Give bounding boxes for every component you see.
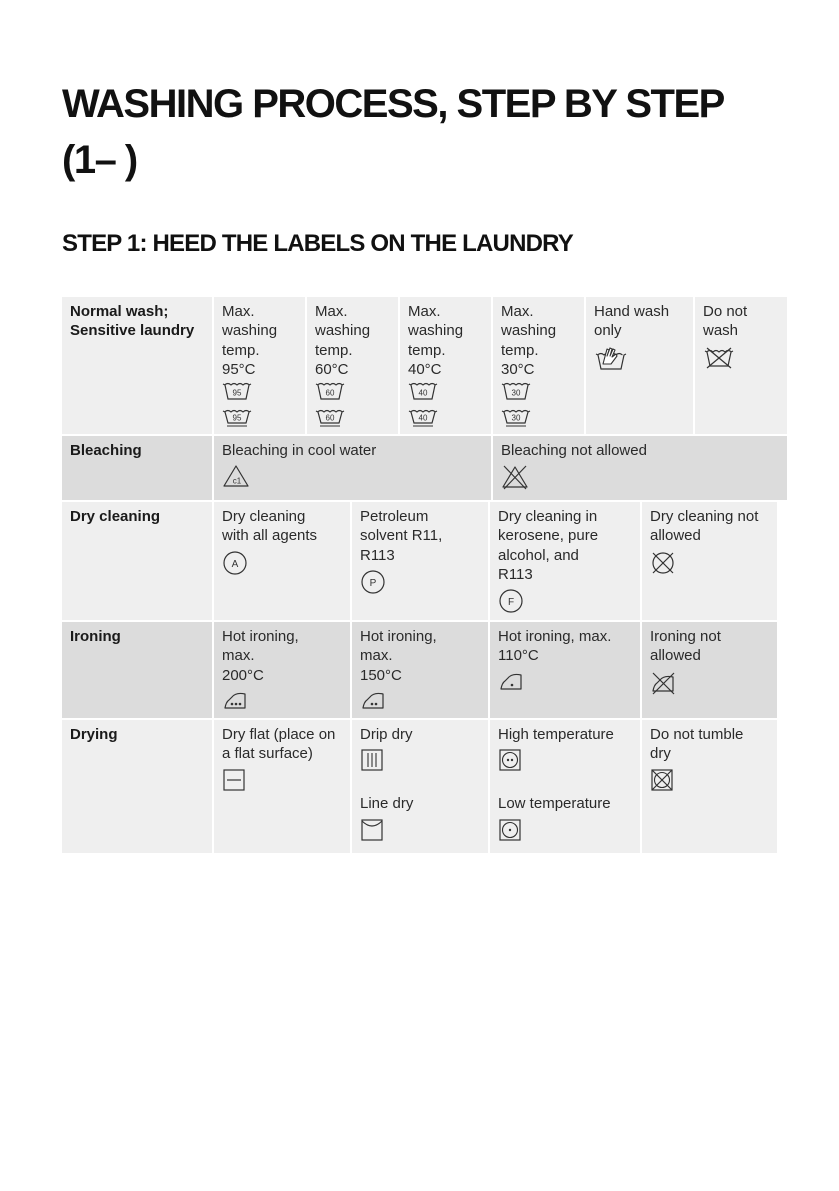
cell-text: alcohol, and [498,546,579,564]
row-label-dry-cleaning: Dry cleaning [62,502,212,620]
cell-text: temp. [315,341,353,359]
gentle-wash-tub-icon [501,408,576,433]
cell-text: washing [501,322,557,340]
ironing-row [214,622,787,718]
iron-one-dot-icon [498,670,632,692]
cell-text: temp. [408,341,446,359]
cell-dry-flat [214,720,350,853]
do-not-tumble-dry-icon [650,768,769,792]
row-label-washing [62,297,212,434]
cell-text: allowed [650,647,701,665]
iron-three-dots-icon [222,689,342,711]
hand-wash-icon [594,345,685,371]
cell-bleaching-cool-water [214,436,491,500]
section-heading: STEP 1: HEED THE LABELS ON THE LAUNDRY [62,230,573,257]
cell-text: wash [703,322,739,340]
cell-text: Max. [315,303,348,320]
bleach-triangle-icon [222,464,483,488]
dry-clean-letter: F [507,597,515,609]
cell-text: solvent R11, [360,527,443,545]
wash-tub-icon [222,381,297,406]
do-not-dry-clean-icon [650,550,769,576]
cell-text: with all agents [222,527,318,545]
cell-max-temp-60 [307,297,398,434]
cell-dry-clean-all-agents-content [214,502,350,620]
dry-clean-circle-f-icon [498,588,632,614]
dry-clean-circle-p-icon [360,569,480,595]
cell-text: max. [222,647,255,665]
cell-text: temp. [222,341,260,359]
cell-text: R113 [498,565,533,583]
wash-tub-value: 60 [325,388,335,398]
drip-dry-icon [360,748,480,772]
cell-text: 200°C [222,666,264,684]
gentle-wash-tub-icon [408,408,483,433]
cell-text: allowed [650,527,701,545]
cell-text: only [594,322,622,340]
cell-max-temp-40 [400,297,491,434]
dry-flat-icon [222,768,342,792]
gentle-wash-tub-icon [222,408,297,433]
cell-text: 40°C [408,360,442,378]
cell-text: Dry cleaning [222,508,306,525]
row-label-washing-line-2: Sensitive laundry [70,322,195,340]
cell-text: Max. [408,303,441,320]
cell-dry-clean-kerosene [490,502,640,620]
cell-text: Ironing not [650,628,721,645]
dry-clean-letter: A [231,558,239,570]
do-not-wash-icon [703,345,779,369]
wash-tub-value: 60 [325,413,335,423]
cell-bleaching-not-allowed [493,436,787,500]
cell-text: Hot ironing, max. [498,628,612,645]
cell-hand-wash [586,297,693,434]
cell-do-not-wash [695,297,787,434]
cell-iron-150 [352,622,488,718]
cell-text: Max. [501,303,534,320]
cell-text: washing [408,322,464,340]
cell-text: max. [360,647,393,665]
cell-no-tumble-dry [642,720,777,853]
cell-text: temp. [501,341,539,359]
cell-text: Do not tumble [650,726,744,743]
wash-tub-icon [315,381,390,406]
dry-cleaning-row [214,502,787,620]
tumble-dry-low-icon [498,818,632,842]
cell-max-temp-30 [493,297,584,434]
do-not-bleach-icon [501,464,779,490]
cell-tumble-dry-temps [490,720,640,853]
wash-tub-value: 30 [511,388,521,398]
do-not-iron-icon [650,670,769,696]
cell-text: 60°C [315,360,349,378]
cell-max-temp-95 [214,297,305,434]
row-label-bleaching: Bleaching [62,436,212,500]
cell-text: Drip dry [360,726,413,743]
cell-dry-clean-petroleum [352,502,488,620]
cell-text: High temperature [498,726,614,743]
cell-text: 95°C [222,360,256,378]
cell-text: Dry flat (place on [222,726,336,743]
page-title-line-2: (1– ) [62,138,137,182]
page-title [62,76,802,188]
cell-text: Hand wash [594,303,670,320]
tumble-dry-high-icon [498,748,632,772]
cell-text: 110°C [498,647,539,665]
wash-tub-icon [501,381,576,406]
wash-tub-value: 40 [418,413,428,423]
cell-text: Do not [703,303,748,320]
cell-text: Petroleum [360,508,429,525]
row-label-drying: Drying [62,720,212,853]
cell-drip-line-dry [352,720,488,853]
cell-text: Hot ironing, [360,628,437,645]
dry-clean-circle-a-icon [222,550,342,576]
wash-tub-value: 40 [418,388,428,398]
cell-text: dry [650,745,671,763]
cell-text: kerosene, pure [498,527,599,545]
care-label-table [62,297,775,845]
wash-tub-icon [408,381,483,406]
cell-text: Line dry [360,795,414,813]
page-title-line-1: WASHING PROCESS, STEP BY STEP [62,82,724,126]
dry-clean-letter: P [369,577,377,589]
cell-text: 150°C [360,666,402,684]
cell-text: Dry cleaning not [650,508,759,525]
cell-iron-not-allowed [642,622,777,718]
cell-text: Max. [222,303,255,320]
cell-dry-clean-not-allowed [642,502,777,620]
cell-text: a flat surface) [222,745,313,763]
bleach-triangle-text: c1 [232,476,242,486]
cell-text: Bleaching in cool water [222,442,377,459]
cell-iron-200 [214,622,350,718]
row-label-ironing: Ironing [62,622,212,718]
cell-text: Low temperature [498,795,611,813]
wash-tub-value: 95 [232,388,242,398]
wash-tub-value: 95 [232,413,242,423]
line-dry-icon [360,818,480,842]
iron-two-dots-icon [360,689,480,711]
cell-text: washing [315,322,371,340]
cell-text: R113 [360,546,395,564]
cell-text: Dry cleaning in [498,508,598,525]
cell-iron-110 [490,622,640,718]
gentle-wash-tub-icon [315,408,390,433]
cell-text: washing [222,322,278,340]
cell-text: Bleaching not allowed [501,442,647,459]
cell-text: 30°C [501,360,535,378]
drying-row [214,720,787,853]
cell-text: Hot ironing, [222,628,299,645]
wash-tub-value: 30 [511,413,521,423]
row-label-washing-line-1: Normal wash; [70,303,169,320]
